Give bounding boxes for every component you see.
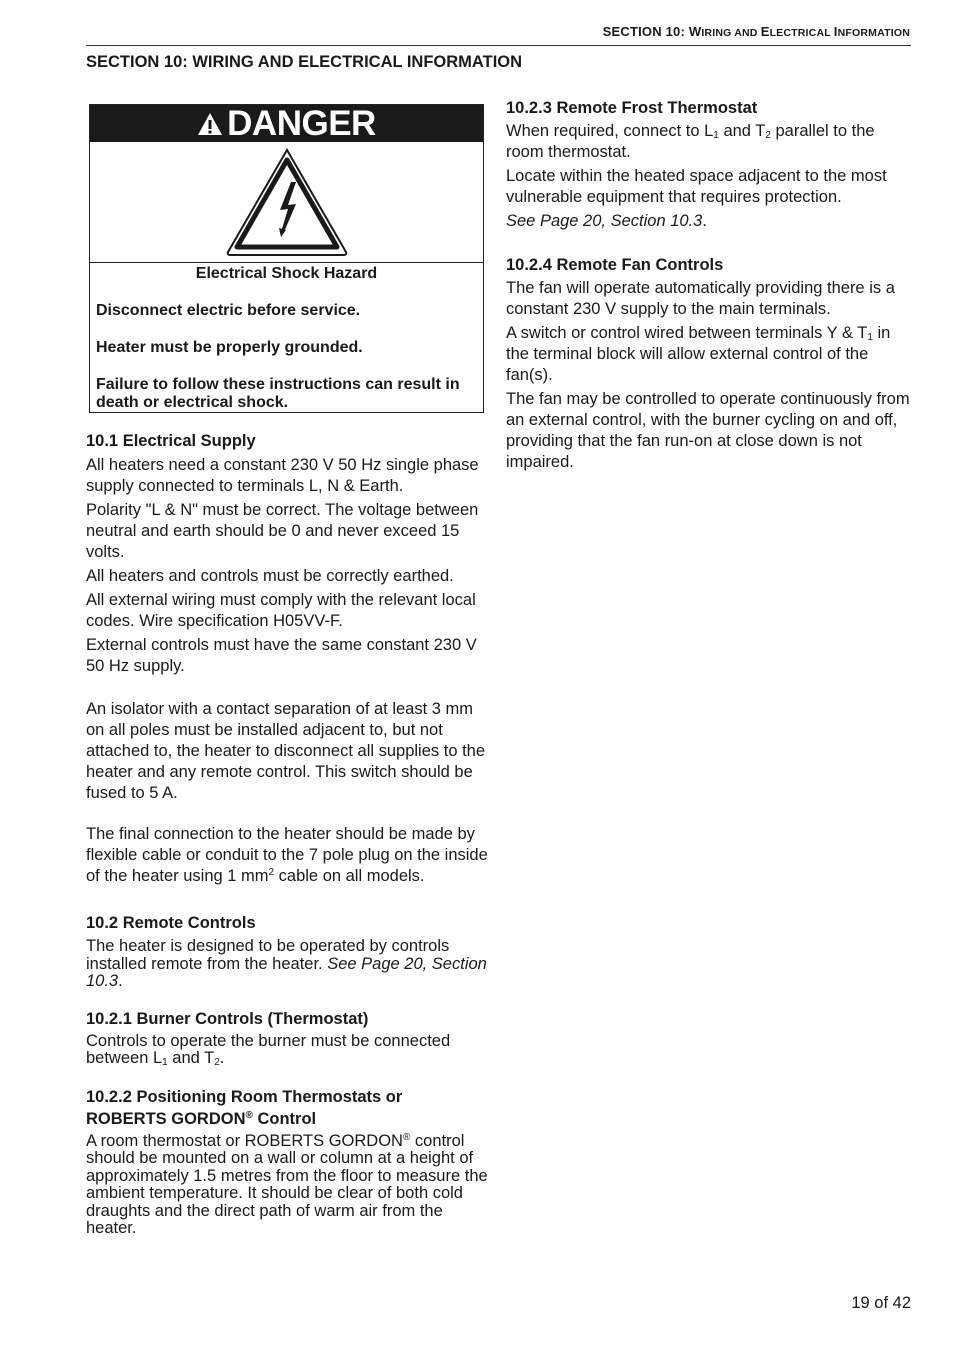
- danger-banner: [90, 105, 483, 142]
- warning-triangle-icon: [197, 112, 223, 136]
- running-header: SECTION 10: WIRING AND ELECTRICAL INFORMATION: [602, 24, 910, 39]
- paragraph: All heaters need a constant 230 V 50 Hz single phase supply connected to terminals L, N & Earth.: [86, 456, 479, 495]
- paragraph: A switch or control wired between terminals Y & $T_1$ in the terminal block will allow external control of the fan(s).: [506, 324, 891, 384]
- header-rule: [86, 45, 911, 46]
- paragraph: The fan may be controlled to operate continuously from an external control, with the burner cycling on and off, providing that the fan run-on at close down is not impaired.: [506, 390, 910, 471]
- right-column: [506, 97, 911, 473]
- electrical-shock-icon: [224, 146, 350, 258]
- paragraph: When required, connect to $L_1$ and $T_2$ parallel to the room thermostat.: [506, 122, 875, 161]
- danger-line-3: Failure to follow these instructions can result in death or electrical shock.: [96, 376, 460, 411]
- danger-warning-box: [89, 104, 484, 413]
- paragraph: All heaters and controls must be correctly earthed.: [86, 567, 454, 585]
- heading-10-2-3: 10.2.3 Remote Frost Thermostat: [506, 99, 758, 117]
- danger-line-2: Heater must be properly grounded.: [96, 339, 363, 356]
- hazard-title: Electrical Shock Hazard: [195, 265, 378, 282]
- paragraph: Locate within the heated space adjacent to the most vulnerable equipment that requires protection.: [506, 167, 887, 206]
- danger-graphic: [90, 142, 483, 263]
- paragraph: The final connection to the heater should be made by flexible cable or conduit to the 7 pole plug on the inside of the heater using 1 $mm^2$ cable on all models.: [86, 825, 488, 885]
- danger-line-1: Disconnect electric before service.: [96, 302, 361, 319]
- paragraph: External controls must have the same constant 230 V 50 Hz supply.: [86, 636, 477, 675]
- paragraph: A room thermostat or ROBERTS GORDON® control should be mounted on a wall or column at a height of approximately 1.5 metres from the floor to measure the ambient temperature. It should be clear of both cold draughts and the direct path of warm air from the heater.: [86, 1131, 488, 1237]
- paragraph: See Page 20, Section 10.3.: [506, 212, 707, 230]
- page-number: 19 of 42: [851, 1294, 911, 1312]
- heading-10-2-1: 10.2.1 Burner Controls (Thermostat): [86, 1009, 369, 1028]
- heading-10-2-2: 10.2.2 Positioning Room Thermostats or ROBERTS GORDON® Control: [86, 1087, 403, 1128]
- danger-text: [90, 265, 483, 412]
- paragraph: Polarity "L & N" must be correct. The voltage between neutral and earth should be 0 and never exceed 15 volts.: [86, 501, 479, 561]
- paragraph: All external wiring must comply with the relevant local codes. Wire specification H05VV-F.: [86, 591, 476, 630]
- paragraph: An isolator with a contact separation of at least 3 mm on all poles must be installed adjacent to, but not attached to, the heater to disconnect all supplies to the heater and any remote control. This switch should be fused to 5 A.: [86, 700, 486, 802]
- heading-10-2: 10.2 Remote Controls: [86, 914, 256, 932]
- heading-10-1: 10.1 Electrical Supply: [86, 432, 256, 450]
- heading-10-2-4: 10.2.4 Remote Fan Controls: [506, 256, 724, 274]
- section-title: SECTION 10: WIRING AND ELECTRICAL INFORMATION: [86, 53, 523, 71]
- paragraph: The fan will operate automatically providing there is a constant 230 V supply to the main terminals.: [506, 279, 895, 318]
- paragraph: The heater is designed to be operated by controls installed remote from the heater. See Page 20, Section 10.3.: [86, 937, 487, 990]
- left-content: [86, 430, 490, 1238]
- danger-word: DANGER: [227, 104, 376, 143]
- paragraph: Controls to operate the burner must be connected between $L_1$ and $T_2$.: [86, 1031, 451, 1068]
